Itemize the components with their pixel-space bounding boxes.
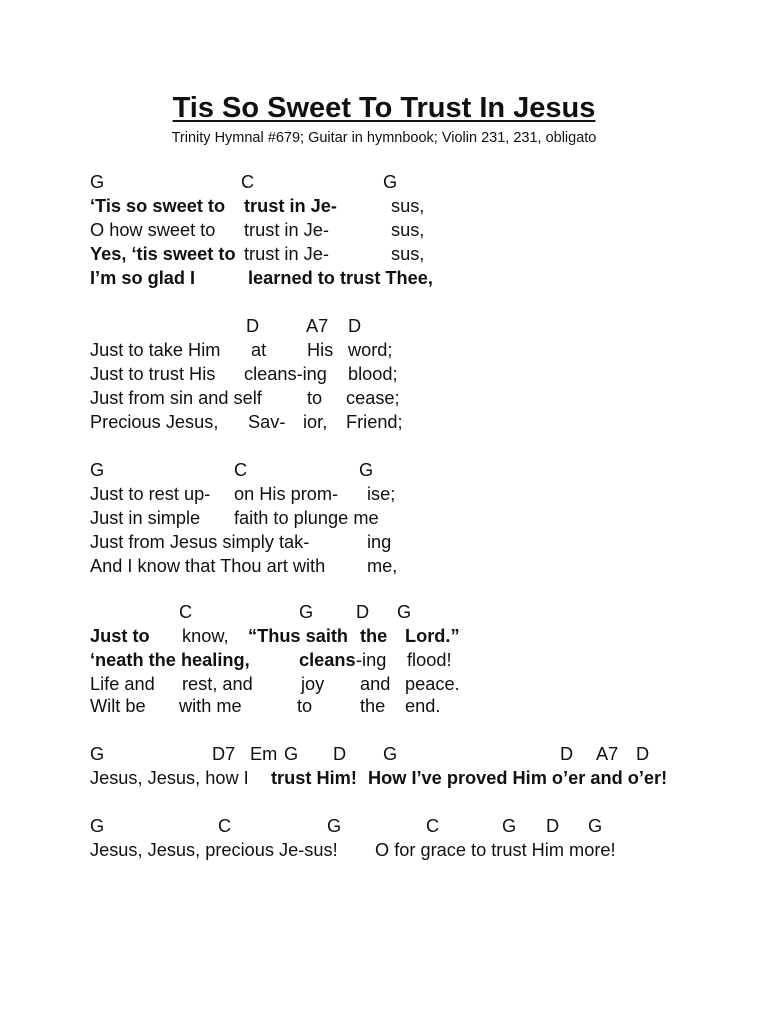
chord: G	[90, 460, 105, 480]
lyric-line	[0, 482, 768, 506]
chord-line	[0, 600, 768, 624]
lyric-segment: peace.	[405, 674, 460, 694]
lyric-segment: ing	[367, 532, 392, 552]
lyric-segment: trust in Je-	[244, 220, 329, 240]
lyric-segment: Just in simple	[90, 508, 201, 528]
chord: G	[327, 816, 342, 836]
chord: D	[348, 316, 362, 336]
chord-line	[0, 814, 768, 838]
lyric-segment: O for grace to trust Him more!	[375, 840, 616, 860]
chord: G	[90, 172, 105, 192]
lyric-segment: “Thus saith	[248, 626, 349, 646]
lyric-segment: on His prom-	[234, 484, 339, 504]
lyric-segment: O how sweet to	[90, 220, 216, 240]
chord-line	[0, 170, 768, 194]
lyric-segment: flood!	[407, 650, 452, 670]
lyric-segment: rest, and	[182, 674, 253, 694]
lyric-line	[0, 838, 768, 862]
song-subtitle: Trinity Hymnal #679; Guitar in hymnbook; Violin 231, 231, obligato	[171, 130, 597, 146]
lyric-line	[0, 530, 768, 554]
chord: G	[359, 460, 374, 480]
chord: G	[299, 602, 314, 622]
chord: C	[426, 816, 440, 836]
lyric-segment: Just to rest up-	[90, 484, 211, 504]
lyric-segment: trust Him!	[271, 768, 357, 788]
chord: Em	[250, 744, 278, 764]
lyric-segment: ior,	[303, 412, 328, 432]
chord: D	[356, 602, 370, 622]
lyric-segment: to	[307, 388, 323, 408]
chord: C	[179, 602, 193, 622]
lyric-line	[0, 554, 768, 578]
lyric-line	[0, 218, 768, 242]
lyric-line	[0, 362, 768, 386]
chord: A7	[596, 744, 619, 764]
lyric-line	[0, 766, 768, 790]
lyric-segment: and	[360, 674, 391, 694]
chord: G	[397, 602, 412, 622]
lyric-segment: ‘neath the healing,	[90, 650, 250, 670]
chord: G	[90, 744, 105, 764]
chord: D	[333, 744, 347, 764]
lyric-segment: end.	[405, 696, 441, 716]
chord-line	[0, 314, 768, 338]
lyric-segment: trust in Je-	[244, 196, 337, 216]
lyric-segment: Yes, ‘tis sweet to	[90, 244, 236, 264]
lyric-segment: Just from Jesus simply tak-	[90, 532, 310, 552]
chord: A7	[306, 316, 329, 336]
lyric-segment: Just to take Him	[90, 340, 221, 360]
lyric-segment: Lord.”	[405, 626, 460, 646]
chord: D	[246, 316, 260, 336]
lyric-segment: to	[297, 696, 313, 716]
lyric-segment: word;	[348, 340, 393, 360]
chord-line	[0, 742, 768, 766]
lyric-segment: the	[360, 696, 386, 716]
lyric-line	[0, 648, 768, 672]
lyric-line	[0, 242, 768, 266]
lyric-segment: trust in Je-	[244, 244, 329, 264]
lyric-line	[0, 410, 768, 434]
lyric-segment: Friend;	[346, 412, 403, 432]
lyric-line	[0, 694, 768, 718]
lyric-line	[0, 624, 768, 648]
lyric-segment: sus,	[391, 220, 425, 240]
lyric-segment: cleans-ing	[244, 364, 327, 384]
lyric-segment: sus,	[391, 196, 425, 216]
lyric-segment: cleans	[299, 650, 356, 670]
lyric-segment: faith to plunge me	[234, 508, 379, 528]
lyric-line	[0, 506, 768, 530]
chord: G	[284, 744, 299, 764]
chord: C	[234, 460, 248, 480]
chord: G	[502, 816, 517, 836]
lyric-segment: Jesus, Jesus, precious Je-sus!	[90, 840, 338, 860]
lyric-segment: Precious Jesus,	[90, 412, 219, 432]
lyric-segment: cease;	[346, 388, 400, 408]
lyric-line	[0, 266, 768, 290]
lyric-segment: with me	[179, 696, 242, 716]
lyric-segment: Jesus, Jesus, how I	[90, 768, 249, 788]
lyric-line	[0, 338, 768, 362]
lyric-segment: joy	[301, 674, 325, 694]
chord: G	[383, 744, 398, 764]
lyric-segment: I’m so glad I	[90, 268, 196, 288]
lyric-segment: Just from sin and self	[90, 388, 262, 408]
chord: D7	[212, 744, 236, 764]
lyric-segment: ise;	[367, 484, 396, 504]
lyric-segment: -ing	[356, 650, 387, 670]
chord: C	[241, 172, 255, 192]
chord: G	[90, 816, 105, 836]
chord: G	[588, 816, 603, 836]
lyric-segment: me,	[367, 556, 398, 576]
lyric-segment: Just to trust His	[90, 364, 216, 384]
lyric-segment: And I know that Thou art with	[90, 556, 326, 576]
lyric-segment: learned to trust Thee,	[248, 268, 433, 288]
chord-line	[0, 458, 768, 482]
song-title: Tis So Sweet To Trust In Jesus	[172, 92, 596, 124]
chord: D	[636, 744, 650, 764]
lyric-segment: Sav-	[248, 412, 286, 432]
lyric-line	[0, 672, 768, 696]
lyric-segment: How I’ve proved Him o’er and o’er!	[368, 768, 668, 788]
lyric-segment: Life and	[90, 674, 155, 694]
lyric-line	[0, 194, 768, 218]
chord: C	[218, 816, 232, 836]
chord: D	[546, 816, 560, 836]
lyric-segment: blood;	[348, 364, 398, 384]
lyric-segment: Wilt be	[90, 696, 146, 716]
lyric-segment: know,	[182, 626, 229, 646]
chord: G	[383, 172, 398, 192]
lyric-segment: the	[360, 626, 388, 646]
lyric-segment: His	[307, 340, 334, 360]
lyric-segment: at	[251, 340, 267, 360]
lyric-segment: Just to	[90, 626, 150, 646]
lyric-line	[0, 386, 768, 410]
lyric-segment: ‘Tis so sweet to	[90, 196, 226, 216]
lyric-segment: sus,	[391, 244, 425, 264]
chord: D	[560, 744, 574, 764]
